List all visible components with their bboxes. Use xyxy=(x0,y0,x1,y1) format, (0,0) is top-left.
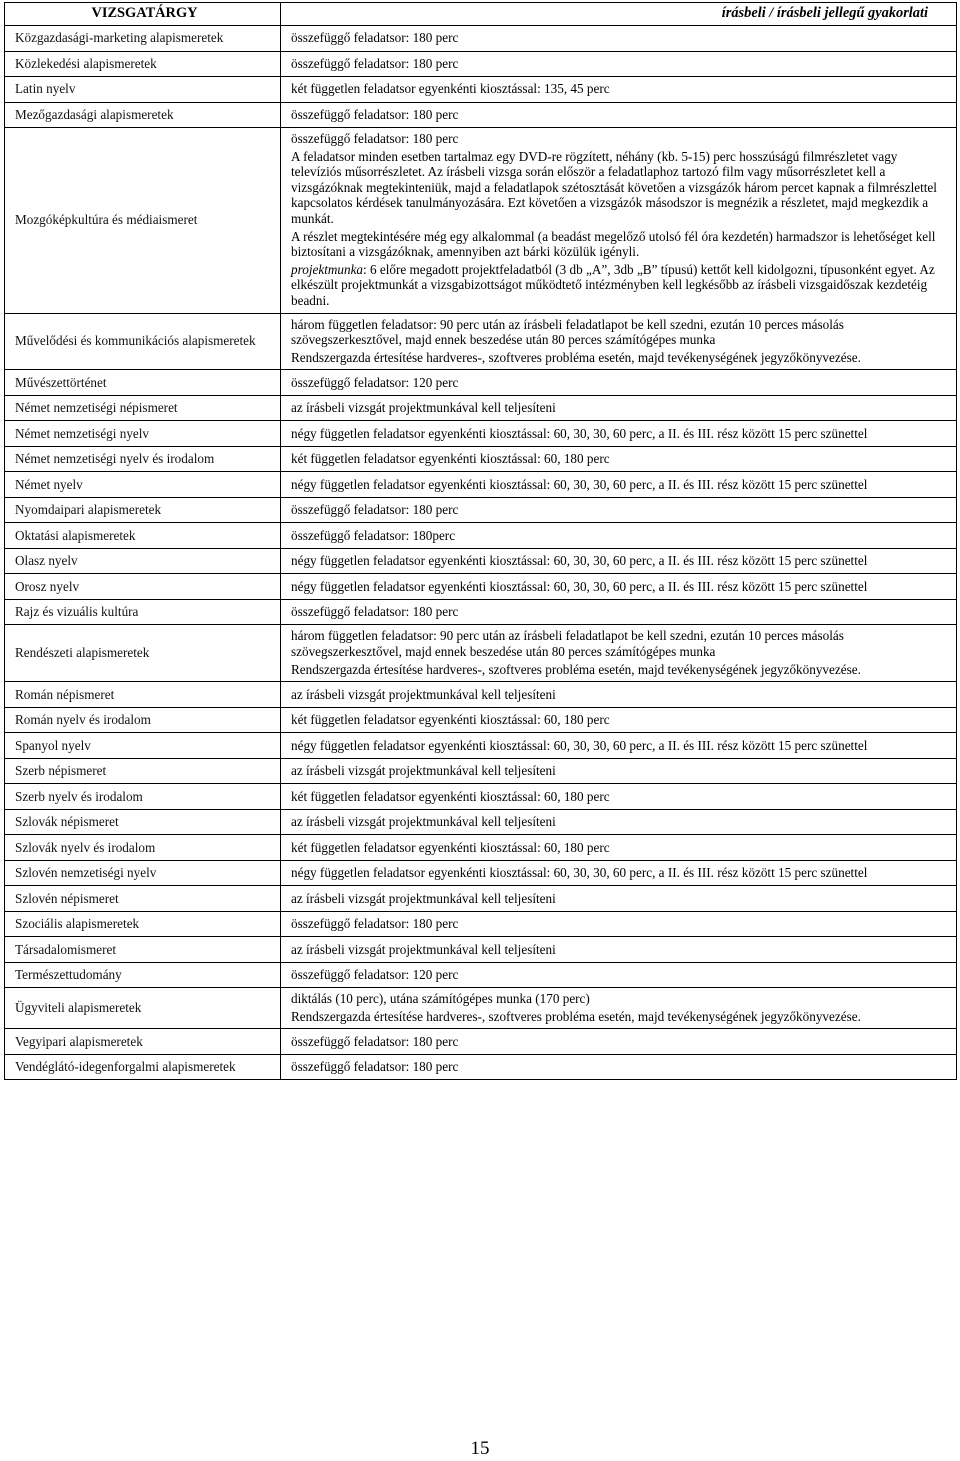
written-exam-cell xyxy=(281,707,957,733)
exam-description-line: diktálás (10 perc), utána számítógépes munka (170 perc) xyxy=(291,991,590,1007)
written-exam-cell xyxy=(281,937,957,963)
exam-description-line: két független feladatsor egyenkénti kiosztással: 60, 180 perc xyxy=(291,712,610,728)
subject-cell: Mozgóképkultúra és médiaismeret xyxy=(5,128,281,314)
written-exam-cell xyxy=(281,523,957,549)
subject-cell: Szlovák nyelv és irodalom xyxy=(5,835,281,861)
subject-cell: Oktatási alapismeretek xyxy=(5,523,281,549)
exam-description-line: Rendszergazda értesítése hardveres-, szoftveres probléma esetén, majd tevékenységének jegyzőkönyvezése. xyxy=(291,661,861,677)
exam-description-line: összefüggő feladatsor: 180 perc xyxy=(291,30,459,46)
exam-description-line: négy független feladatsor egyenkénti kiosztással: 60, 30, 30, 60 perc, a II. és III. rész között 15 perc szünettel xyxy=(291,425,868,441)
exam-description-line: összefüggő feladatsor: 120 perc xyxy=(291,374,459,390)
table-row xyxy=(5,733,957,759)
written-exam-cell xyxy=(281,446,957,472)
written-exam-cell xyxy=(281,128,957,314)
table-row xyxy=(5,102,957,128)
exam-description-line: az írásbeli vizsgát projektmunkával kell teljesíteni xyxy=(291,763,556,779)
table-row xyxy=(5,758,957,784)
exam-description-line: Rendszergazda értesítése hardveres-, szoftveres probléma esetén, majd tevékenységének jegyzőkönyvezése. xyxy=(291,1008,861,1024)
table-row xyxy=(5,860,957,886)
exam-description-line: az írásbeli vizsgát projektmunkával kell teljesíteni xyxy=(291,686,556,702)
exam-description-line: négy független feladatsor egyenkénti kiosztással: 60, 30, 30, 60 perc, a II. és III. rész között 15 perc szünettel xyxy=(291,476,868,492)
exam-description-line: az írásbeli vizsgát projektmunkával kell teljesíteni xyxy=(291,890,556,906)
table-row xyxy=(5,370,957,396)
written-exam-cell xyxy=(281,472,957,498)
subject-cell: Művészettörténet xyxy=(5,370,281,396)
exam-description-line: összefüggő feladatsor: 180 perc xyxy=(291,55,459,71)
written-exam-cell xyxy=(281,1054,957,1080)
exam-description-line: összefüggő feladatsor: 180 perc xyxy=(291,604,459,620)
table-row xyxy=(5,26,957,52)
written-exam-cell xyxy=(281,809,957,835)
written-column-header: írásbeli / írásbeli jellegű gyakorlati xyxy=(281,3,957,26)
table-row xyxy=(5,809,957,835)
subject-cell: Román népismeret xyxy=(5,682,281,708)
table-header-row xyxy=(5,3,957,26)
table-row xyxy=(5,835,957,861)
table-row xyxy=(5,1029,957,1055)
table-row xyxy=(5,395,957,421)
subject-cell: Szlovén népismeret xyxy=(5,886,281,912)
subject-cell: Olasz nyelv xyxy=(5,548,281,574)
exam-description-line: négy független feladatsor egyenkénti kiosztással: 60, 30, 30, 60 perc, a II. és III. rész között 15 perc szünettel xyxy=(291,578,868,594)
table-row xyxy=(5,1054,957,1080)
subject-cell: Német nemzetiségi népismeret xyxy=(5,395,281,421)
exam-description-line: az írásbeli vizsgát projektmunkával kell teljesíteni xyxy=(291,941,556,957)
written-exam-cell xyxy=(281,682,957,708)
written-exam-cell xyxy=(281,102,957,128)
table-row xyxy=(5,497,957,523)
exam-table-wrapper xyxy=(4,2,956,1080)
written-exam-cell xyxy=(281,395,957,421)
written-exam-cell xyxy=(281,733,957,759)
table-row xyxy=(5,51,957,77)
subject-cell: Szerb nyelv és irodalom xyxy=(5,784,281,810)
subject-cell: Mezőgazdasági alapismeretek xyxy=(5,102,281,128)
subject-cell: Közgazdasági-marketing alapismeretek xyxy=(5,26,281,52)
written-exam-cell xyxy=(281,886,957,912)
table-row xyxy=(5,128,957,314)
written-exam-cell xyxy=(281,51,957,77)
exam-description-line: összefüggő feladatsor: 180 perc xyxy=(291,502,459,518)
table-row xyxy=(5,911,957,937)
exam-description-line: két független feladatsor egyenkénti kiosztással: 60, 180 perc xyxy=(291,839,610,855)
exam-description-line: két független feladatsor egyenkénti kiosztással: 60, 180 perc xyxy=(291,788,610,804)
exam-description-line: összefüggő feladatsor: 180 perc xyxy=(291,1059,459,1075)
subject-cell: Rajz és vizuális kultúra xyxy=(5,599,281,625)
written-exam-cell xyxy=(281,313,957,370)
exam-description-line: az írásbeli vizsgát projektmunkával kell teljesíteni xyxy=(291,400,556,416)
subject-cell: Spanyol nyelv xyxy=(5,733,281,759)
table-row xyxy=(5,77,957,103)
table-row xyxy=(5,523,957,549)
subject-cell: Román nyelv és irodalom xyxy=(5,707,281,733)
written-exam-cell xyxy=(281,784,957,810)
table-row xyxy=(5,313,957,370)
table-row xyxy=(5,472,957,498)
subject-cell: Orosz nyelv xyxy=(5,574,281,600)
subject-cell: Latin nyelv xyxy=(5,77,281,103)
subject-cell: Nyomdaipari alapismeretek xyxy=(5,497,281,523)
exam-description-line: Rendszergazda értesítése hardveres-, szoftveres probléma esetén, majd tevékenységének jegyzőkönyvezése. xyxy=(291,349,861,365)
subject-cell: Rendészeti alapismeretek xyxy=(5,625,281,682)
written-exam-cell xyxy=(281,911,957,937)
exam-description-line: összefüggő feladatsor: 180perc xyxy=(291,527,456,543)
exam-description-line: összefüggő feladatsor: 180 perc xyxy=(291,131,459,146)
exam-description-line: összefüggő feladatsor: 180 perc xyxy=(291,916,459,932)
table-row xyxy=(5,784,957,810)
subject-cell: Közlekedési alapismeretek xyxy=(5,51,281,77)
exam-table xyxy=(4,2,957,1080)
table-row xyxy=(5,421,957,447)
subject-cell: Szlovén nemzetiségi nyelv xyxy=(5,860,281,886)
exam-description-line: két független feladatsor egyenkénti kiosztással: 60, 180 perc xyxy=(291,451,610,467)
subject-cell: Természettudomány xyxy=(5,962,281,988)
subject-cell: Ügyviteli alapismeretek xyxy=(5,988,281,1029)
subject-cell: Szerb népismeret xyxy=(5,758,281,784)
written-exam-cell xyxy=(281,988,957,1029)
written-exam-cell xyxy=(281,625,957,682)
written-exam-cell xyxy=(281,1029,957,1055)
written-exam-cell xyxy=(281,860,957,886)
written-exam-cell xyxy=(281,962,957,988)
table-row xyxy=(5,574,957,600)
exam-description-line: összefüggő feladatsor: 120 perc xyxy=(291,967,459,983)
written-exam-cell xyxy=(281,421,957,447)
table-row xyxy=(5,962,957,988)
exam-description-line: A feladatsor minden esetben tartalmaz egy DVD-re rögzített, néhány (kb. 5-15) perc hosszúságú filmrészletet vagy televíziós műsorrészletet. Az írásbeli vizsga során először a feladatlaphoz tartozó film vagy műsorrészletet kell a vizsgázóknak megtekinteniük, majd a feladatlapok szétosztását követően a vizsgázók három percet kapnak a filmrészlettel kapcsolatos kérdések tanulmányozására. Ezt követően a vizsgázók másodszor is megnézik a részletet, majd megkezdik a munkát. xyxy=(291,148,937,226)
written-exam-cell xyxy=(281,26,957,52)
subject-cell: Szociális alapismeretek xyxy=(5,911,281,937)
exam-description-line: összefüggő feladatsor: 180 perc xyxy=(291,106,459,122)
subject-column-header: VIZSGATÁRGY xyxy=(5,3,281,26)
exam-description-line: négy független feladatsor egyenkénti kiosztással: 60, 30, 30, 60 perc, a II. és III. rész között 15 perc szünettel xyxy=(291,553,868,569)
subject-cell: Vegyipari alapismeretek xyxy=(5,1029,281,1055)
table-row xyxy=(5,599,957,625)
written-exam-cell xyxy=(281,835,957,861)
table-row xyxy=(5,707,957,733)
written-exam-cell xyxy=(281,370,957,396)
exam-description-line: két független feladatsor egyenkénti kiosztással: 135, 45 perc xyxy=(291,81,610,97)
table-row xyxy=(5,937,957,963)
written-exam-cell xyxy=(281,497,957,523)
subject-cell: Német nyelv xyxy=(5,472,281,498)
written-exam-cell xyxy=(281,77,957,103)
written-exam-cell xyxy=(281,574,957,600)
subject-cell: Művelődési és kommunikációs alapismeretek xyxy=(5,313,281,370)
exam-description-line: három független feladatsor: 90 perc után az írásbeli feladatlapot be kell szedni, ezután 10 perces másolás szövegszerkesztővel, majd ennek beszedése után 80 perces számítógépes munka xyxy=(291,628,844,659)
table-row xyxy=(5,886,957,912)
written-exam-cell xyxy=(281,548,957,574)
subject-cell: Társadalomismeret xyxy=(5,937,281,963)
table-row xyxy=(5,988,957,1029)
exam-description-line: A részlet megtekintésére még egy alkalommal (a beadást megelőző utolsó fél óra kezdetén) harmadszor is lehetőséget kell biztosítani a vizsgázóknak, amennyiben azt bárki közülük igényli. xyxy=(291,228,936,260)
subject-cell: Szlovák népismeret xyxy=(5,809,281,835)
subject-cell: Német nemzetiségi nyelv és irodalom xyxy=(5,446,281,472)
subject-cell: Német nemzetiségi nyelv xyxy=(5,421,281,447)
exam-description-line: projektmunka: 6 előre megadott projektfeladatból (3 db „A”, 3db „B” típusú) kettőt kell kidolgozni, típusonként egyet. Az elkészült projektmunkát a vizsgabizottságot működtető intézményben kell legkésőbb az írásbeli vizsgaidőszak kezdetéig beadni. xyxy=(291,261,935,308)
page-number: 15 xyxy=(470,1438,490,1459)
exam-description-line: négy független feladatsor egyenkénti kiosztással: 60, 30, 30, 60 perc, a II. és III. rész között 15 perc szünettel xyxy=(291,865,868,881)
exam-description-line: az írásbeli vizsgát projektmunkával kell teljesíteni xyxy=(291,814,556,830)
written-exam-cell xyxy=(281,599,957,625)
table-row xyxy=(5,625,957,682)
table-row xyxy=(5,548,957,574)
exam-description-line: négy független feladatsor egyenkénti kiosztással: 60, 30, 30, 60 perc, a II. és III. rész között 15 perc szünettel xyxy=(291,737,868,753)
written-exam-cell xyxy=(281,758,957,784)
exam-description-line: három független feladatsor: 90 perc után az írásbeli feladatlapot be kell szedni, ezután 10 perces másolás szövegszerkesztővel, majd ennek beszedése után 80 perces számítógépes munka xyxy=(291,316,844,348)
exam-description-line: összefüggő feladatsor: 180 perc xyxy=(291,1033,459,1049)
table-row xyxy=(5,682,957,708)
table-row xyxy=(5,446,957,472)
subject-cell: Vendéglátó-idegenforgalmi alapismeretek xyxy=(5,1054,281,1080)
